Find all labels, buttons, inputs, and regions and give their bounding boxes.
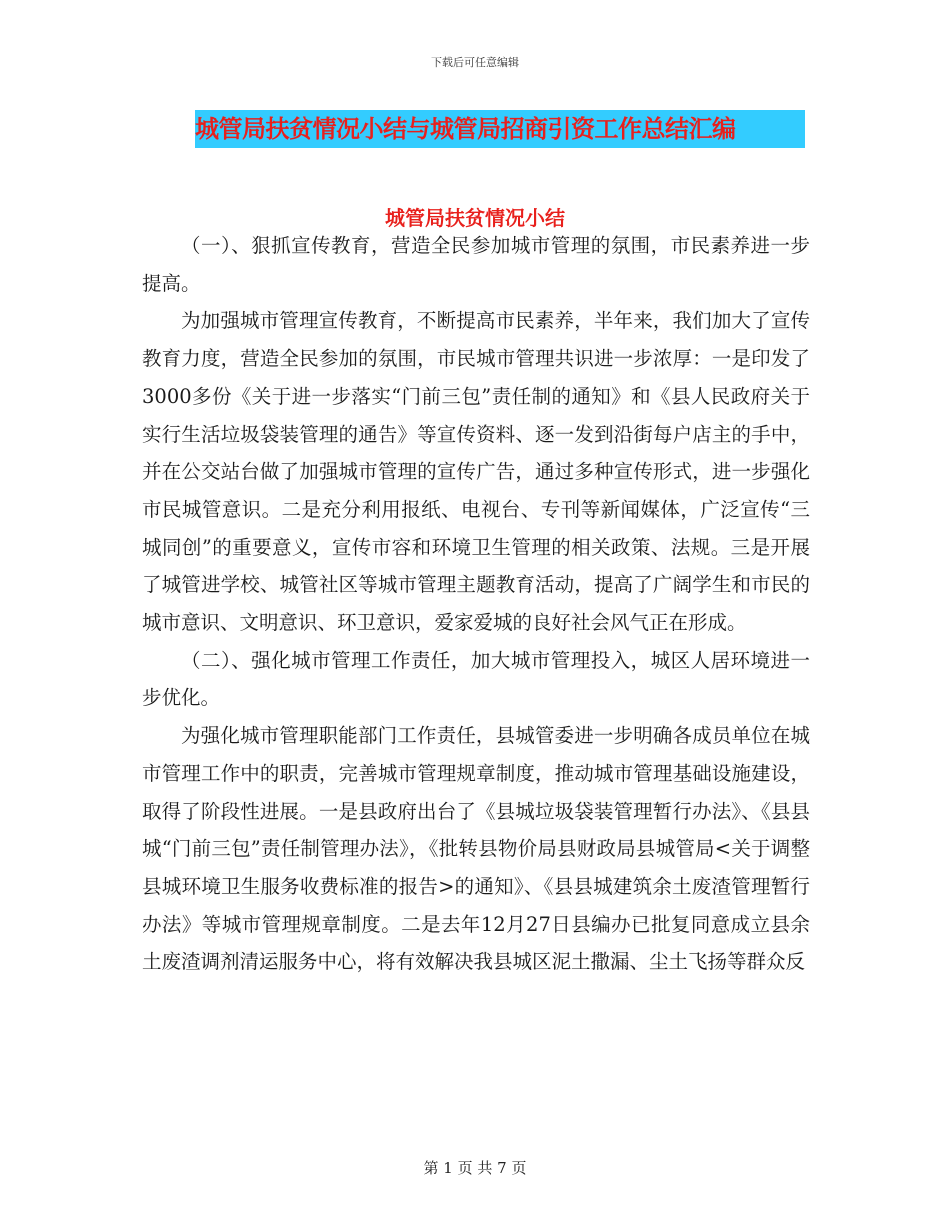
paragraph-4: 为强化城市管理职能部门工作责任，县城管委进一步明确各成员单位在城市管理工作中的职责，完善城市管理规章制度，推动城市管理基础设施建设，取得了阶段性进展。一是县政府出台了《县城垃圾袋装管理暂行办法》、《县县城“门前三包”责任制管理办法》，《批转县物价局县财政局县城管局<关于调整县城环境卫生服务收费标准的报告>的通知》、《县县城建筑余土废渣管理暂行办法》等城市管理规章制度。二是去年12月27日县编办已批复同意成立县余土废渣调剂清运服务中心，将有效解决我县城区泥土撒漏、尘土飞扬等群众反 [142, 724, 810, 974]
page-number: 第 1 页 共 7 页 [423, 1159, 527, 1177]
paragraph-3: （二）、强化城市管理工作责任，加大城市管理投入，城区人居环境进一步优化。 [142, 648, 810, 710]
document-body [142, 227, 810, 981]
paragraph-1: （一）、狠抓宣传教育，营造全民参加城市管理的氛围，市民素养进一步提高。 [142, 234, 810, 295]
section-title: 城管局扶贫情况小结 [385, 206, 565, 230]
document-title: 城管局扶贫情况小结与城管局招商引资工作总结汇编 [195, 110, 805, 148]
header-note: 下载后可任意编辑 [431, 56, 519, 69]
paragraph-2: 为加强城市管理宣传教育，不断提高市民素养，半年来，我们加大了宣传教育力度，营造全民参加的氛围，市民城市管理共识进一步浓厚：一是印发了3000多份《关于进一步落实“门前三包”责任制的通知》和《县人民政府关于实行生活垃圾袋装管理的通告》等宣传资料、逐一发到沿街每户店主的手中，并在公交站台做了加强城市管理的宣传广告，通过多种宣传形式，进一步强化市民城管意识。二是充分利用报纸、电视台、专刊等新闻媒体，广泛宣传“三城同创”的重要意义，宣传市容和环境卫生管理的相关政策、法规。三是开展了城管进学校、城管社区等城市管理主题教育活动，提高了广阔学生和市民的城市意识、文明意识、环卫意识，爱家爱城的良好社会风气正在形成。 [142, 309, 810, 635]
